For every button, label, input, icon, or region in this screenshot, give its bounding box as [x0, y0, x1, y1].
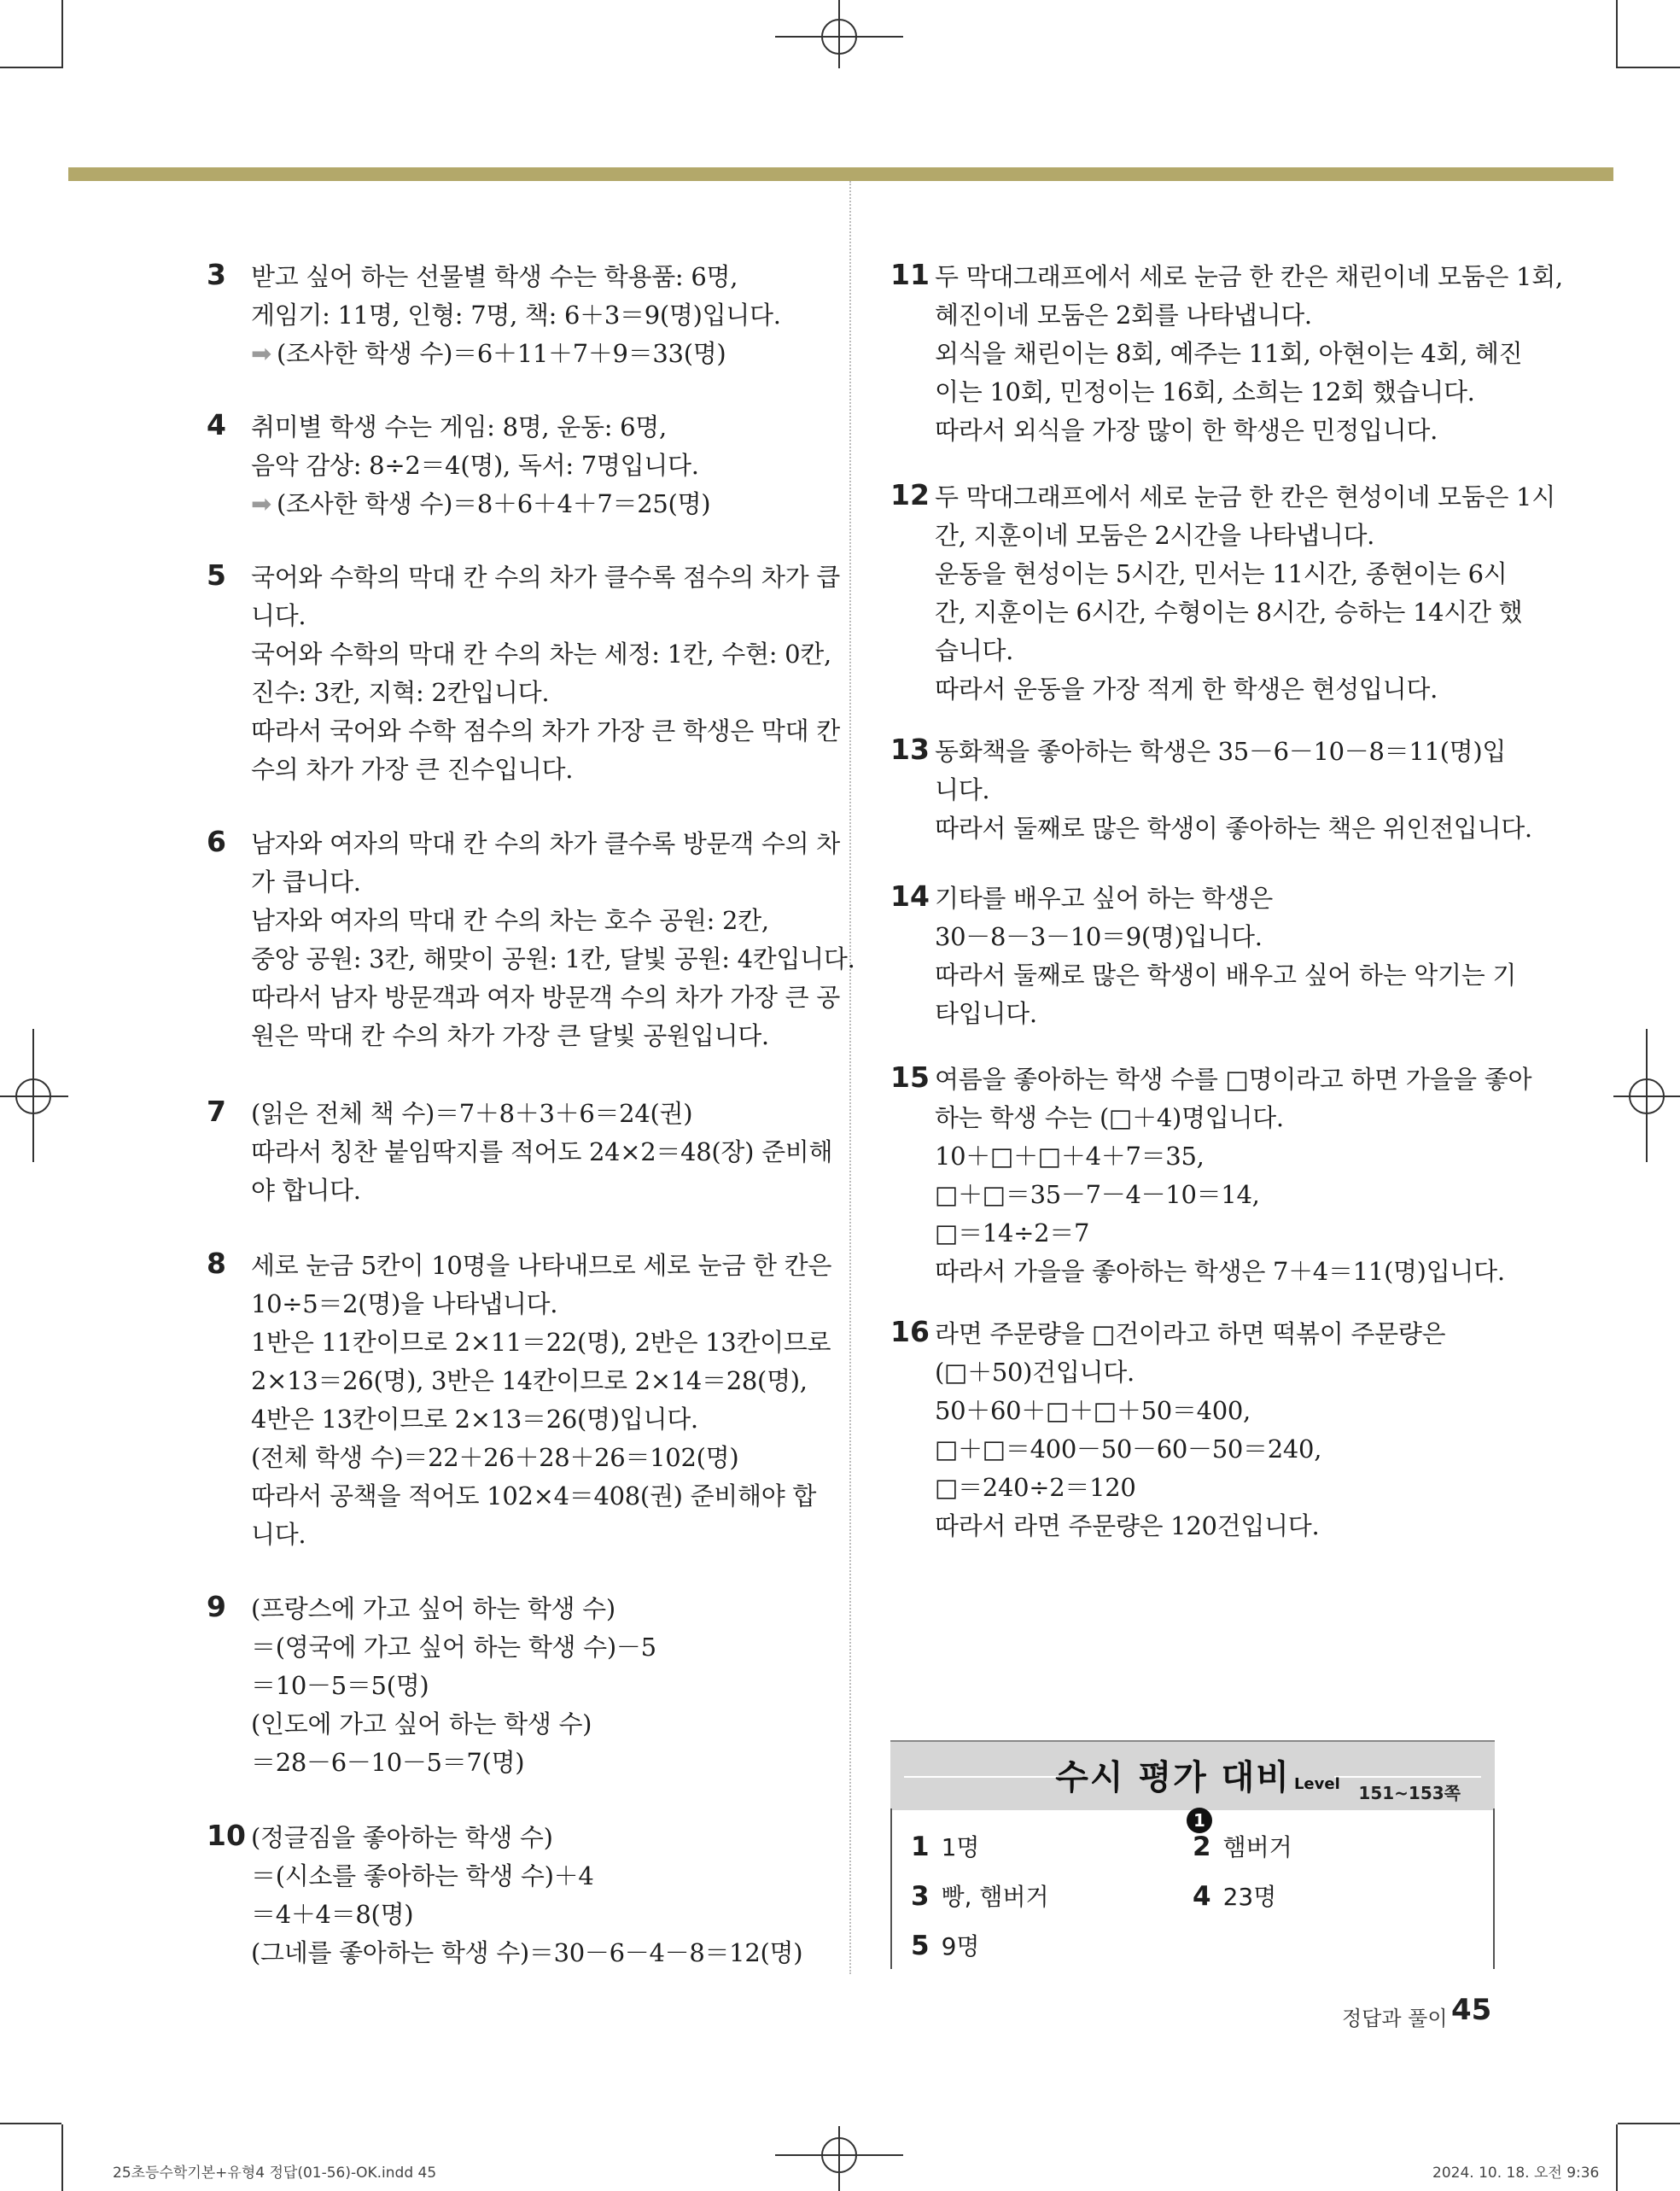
solution-line: 따라서 라면 주문량은 120건입니다. [935, 1511, 1320, 1540]
solution-line: (전체 학생 수)＝22＋26＋28＋26＝102(명) [251, 1443, 739, 1472]
solution-line: 따라서 남자 방문객과 여자 방문객 수의 차가 가장 큰 공 [251, 983, 840, 1012]
solution-line: 혜진이네 모둠은 2회를 나타냅니다. [935, 301, 1312, 330]
solution-line: 남자와 여자의 막대 칸 수의 차는 호수 공원: 2칸, [251, 906, 769, 935]
solution-line: 두 막대그래프에서 세로 눈금 한 칸은 채린이네 모둠은 1회, [935, 262, 1563, 291]
solution-line: (그네를 좋아하는 학생 수)＝30－6－4－8＝12(명) [251, 1938, 803, 1967]
crop-mark [1616, 0, 1618, 68]
header-rule [1334, 1776, 1481, 1778]
solution-line: 국어와 수학의 막대 칸 수의 차가 클수록 점수의 차가 큽 [251, 563, 840, 592]
solution-line: (정글짐을 좋아하는 학생 수) [251, 1823, 553, 1852]
column-divider [849, 181, 851, 1974]
crop-mark [0, 2123, 61, 2124]
slug-file-name: 25초등수학기본+유형4 정답(01-56)-OK.indd 45 [113, 2165, 437, 2182]
problem-number: 3 [207, 258, 226, 291]
solution-line: 여름을 좋아하는 학생 수를 □명이라고 하면 가을을 좋아 [935, 1065, 1532, 1094]
solution-line: 따라서 외식을 가장 많이 한 학생은 민정입니다. [935, 416, 1438, 445]
solution-line: 이는 10회, 민정이는 16회, 소희는 12회 했습니다. [935, 377, 1475, 406]
solution-line: 두 막대그래프에서 세로 눈금 한 칸은 현성이네 모둠은 1시 [935, 482, 1555, 511]
level-header [890, 1740, 1495, 1831]
page-number: 45 [1451, 1993, 1492, 2027]
solution-line: ＝28－6－10－5＝7(명) [251, 1748, 525, 1777]
solution-line: 니다. [935, 775, 990, 804]
solution-line: 원은 막대 칸 수의 차가 가장 큰 달빛 공원입니다. [251, 1021, 769, 1050]
solution-line: 게임기: 11명, 인형: 7명, 책: 6＋3＝9(명)입니다. [251, 301, 781, 330]
problem-number: 11 [890, 258, 930, 291]
solution-line: (조사한 학생 수)＝8＋6＋4＋7＝25(명) [277, 489, 711, 518]
problem-number: 9 [207, 1590, 226, 1623]
crop-mark [61, 2124, 63, 2191]
answer-number: 5 [911, 1931, 930, 1961]
box-border [890, 1808, 892, 1969]
answer-item [911, 1928, 979, 1962]
problem-number: 8 [207, 1247, 226, 1280]
answer-item [1193, 1829, 1292, 1863]
footer-label: 정답과 풀이 [1342, 2007, 1448, 2030]
crop-mark [0, 67, 61, 68]
solution-line: ＝10－5＝5(명) [251, 1671, 429, 1700]
problem-number: 4 [207, 408, 226, 441]
solution-line: 따라서 운동을 가장 적게 한 학생은 현성입니다. [935, 675, 1438, 704]
solution-line: 외식을 채린이는 8회, 예주는 11회, 아현이는 4회, 혜진 [935, 339, 1523, 368]
answer-item [911, 1829, 979, 1863]
solution-line: (인도에 가고 싶어 하는 학생 수) [251, 1709, 592, 1738]
answer-text: 23명 [1222, 1883, 1277, 1911]
header-rule [904, 1776, 1058, 1778]
answer-item [911, 1878, 1049, 1913]
answer-number: 4 [1193, 1881, 1211, 1912]
solution-line: 동화책을 좋아하는 학생은 35－6－10－8＝11(명)입 [935, 737, 1507, 766]
solution-line: 수의 차가 가장 큰 진수입니다. [251, 755, 574, 784]
solution-line: □＝240÷2＝120 [935, 1473, 1136, 1502]
solution-line: 야 합니다. [251, 1176, 361, 1205]
solution-line: 진수: 3칸, 지혁: 2칸입니다. [251, 678, 550, 707]
solution-line: 따라서 국어와 수학 점수의 차가 가장 큰 학생은 막대 칸 [251, 716, 840, 745]
solution-line: 라면 주문량을 □건이라고 하면 떡볶이 주문량은 [935, 1319, 1446, 1348]
solution-line: 세로 눈금 5칸이 10명을 나타내므로 세로 눈금 한 칸은 [251, 1251, 832, 1280]
level-word: Level [1293, 1775, 1340, 1793]
problem-number: 15 [890, 1060, 930, 1094]
solution-line: □＋□＝35－7－4－10＝14, [935, 1180, 1260, 1209]
solution-line: 1반은 11칸이므로 2×11＝22(명), 2반은 13칸이므로 [251, 1328, 831, 1357]
solution-line: 따라서 가을을 좋아하는 학생은 7＋4＝11(명)입니다. [935, 1257, 1505, 1286]
crop-mark [1618, 67, 1680, 68]
solution-line: 따라서 둘째로 많은 학생이 배우고 싶어 하는 악기는 기 [935, 961, 1517, 990]
level-title [1044, 1750, 1351, 1838]
problem-number: 14 [890, 879, 930, 913]
solution-line: 남자와 여자의 막대 칸 수의 차가 클수록 방문객 수의 차 [251, 829, 840, 858]
crop-mark [1618, 2123, 1680, 2124]
solution-line: 따라서 공책을 적어도 102×4＝408(권) 준비해야 합 [251, 1481, 817, 1510]
answer-text: 9명 [941, 1932, 980, 1960]
level-answer-box [890, 1740, 1495, 1969]
answer-number: 1 [911, 1832, 930, 1862]
header-accent-bar [68, 167, 1613, 181]
solution-line: (읽은 전체 책 수)＝7＋8＋3＋6＝24(권) [251, 1099, 693, 1128]
arrow-right-icon: ➡ [251, 339, 271, 368]
solution-line: 받고 싶어 하는 선물별 학생 수는 학용품: 6명, [251, 262, 738, 291]
solution-line: 중앙 공원: 3칸, 해맞이 공원: 1칸, 달빛 공원: 4칸입니다. [251, 944, 855, 973]
level-page-range: 151~153쪽 [1358, 1783, 1461, 1803]
crop-mark [1616, 2124, 1618, 2191]
answer-text: 1명 [941, 1833, 980, 1861]
problem-number: 6 [207, 825, 226, 858]
solution-line: 간, 지훈이는 6시간, 수형이는 8시간, 승하는 14시간 했 [935, 598, 1523, 627]
answer-item [1193, 1878, 1276, 1913]
solution-line: ＝(영국에 가고 싶어 하는 학생 수)－5 [251, 1633, 656, 1662]
solution-line: □＋□＝400－50－60－50＝240, [935, 1434, 1322, 1464]
solution-line: 2×13＝26(명), 3반은 14칸이므로 2×14＝28(명), [251, 1366, 808, 1395]
solution-line: 운동을 현성이는 5시간, 민서는 11시간, 종현이는 6시 [935, 559, 1508, 588]
problem-number: 13 [890, 733, 930, 766]
solution-line: 30－8－3－10＝9(명)입니다. [935, 922, 1263, 951]
solution-line: 간, 지훈이네 모둠은 2시간을 나타냅니다. [935, 521, 1375, 550]
solution-line: ＝4＋4＝8(명) [251, 1900, 414, 1929]
solution-line: (프랑스에 가고 싶어 하는 학생 수) [251, 1594, 615, 1623]
solution-line: 음악 감상: 8÷2＝4(명), 독서: 7명입니다. [251, 451, 699, 480]
problem-number: 5 [207, 558, 226, 592]
solution-line: ＝(시소를 좋아하는 학생 수)＋4 [251, 1861, 594, 1890]
arrow-right-icon: ➡ [251, 489, 271, 518]
solution-line: (□＋50)건입니다. [935, 1358, 1135, 1387]
answer-text: 햄버거 [1222, 1833, 1292, 1861]
solution-line: 4반은 13칸이므로 2×13＝26(명)입니다. [251, 1405, 698, 1434]
solution-line: 10÷5＝2(명)을 나타냅니다. [251, 1289, 558, 1318]
problem-number: 10 [207, 1819, 246, 1852]
solution-line: 국어와 수학의 막대 칸 수의 차는 세정: 1칸, 수현: 0칸, [251, 640, 831, 669]
slug-timestamp: 2024. 10. 18. 오전 9:36 [1432, 2165, 1600, 2182]
solution-line: (조사한 학생 수)＝6＋11＋7＋9＝33(명) [277, 339, 726, 368]
problem-number: 16 [890, 1315, 930, 1348]
problem-number: 7 [207, 1095, 226, 1128]
box-border [1493, 1808, 1495, 1969]
solution-line: 50＋60＋□＋□＋50＝400, [935, 1396, 1251, 1425]
solution-line: 기타를 배우고 싶어 하는 학생은 [935, 884, 1273, 913]
solution-line: 습니다. [935, 636, 1014, 665]
solution-line: 타입니다. [935, 999, 1037, 1028]
solution-line: 니다. [251, 1520, 306, 1549]
level-number-badge: 1 [1187, 1808, 1212, 1833]
solution-line: 가 큽니다. [251, 868, 361, 897]
answer-number: 3 [911, 1881, 930, 1912]
solution-line: 따라서 칭찬 붙임딱지를 적어도 24×2＝48(장) 준비해 [251, 1137, 833, 1166]
answer-text: 빵, 햄버거 [941, 1883, 1049, 1911]
solution-line: 따라서 둘째로 많은 학생이 좋아하는 책은 위인전입니다. [935, 814, 1532, 843]
answer-number: 2 [1193, 1832, 1211, 1862]
level-title-text: 수시 평가 대비 [1055, 1758, 1291, 1797]
solution-line: 니다. [251, 601, 306, 630]
solution-line: 하는 학생 수는 (□＋4)명입니다. [935, 1103, 1284, 1132]
solution-line: 취미별 학생 수는 게임: 8명, 운동: 6명, [251, 412, 667, 441]
crop-mark [61, 0, 63, 68]
problem-number: 12 [890, 478, 930, 511]
solution-line: □＝14÷2＝7 [935, 1218, 1090, 1247]
solution-line: 10＋□＋□＋4＋7＝35, [935, 1142, 1205, 1171]
